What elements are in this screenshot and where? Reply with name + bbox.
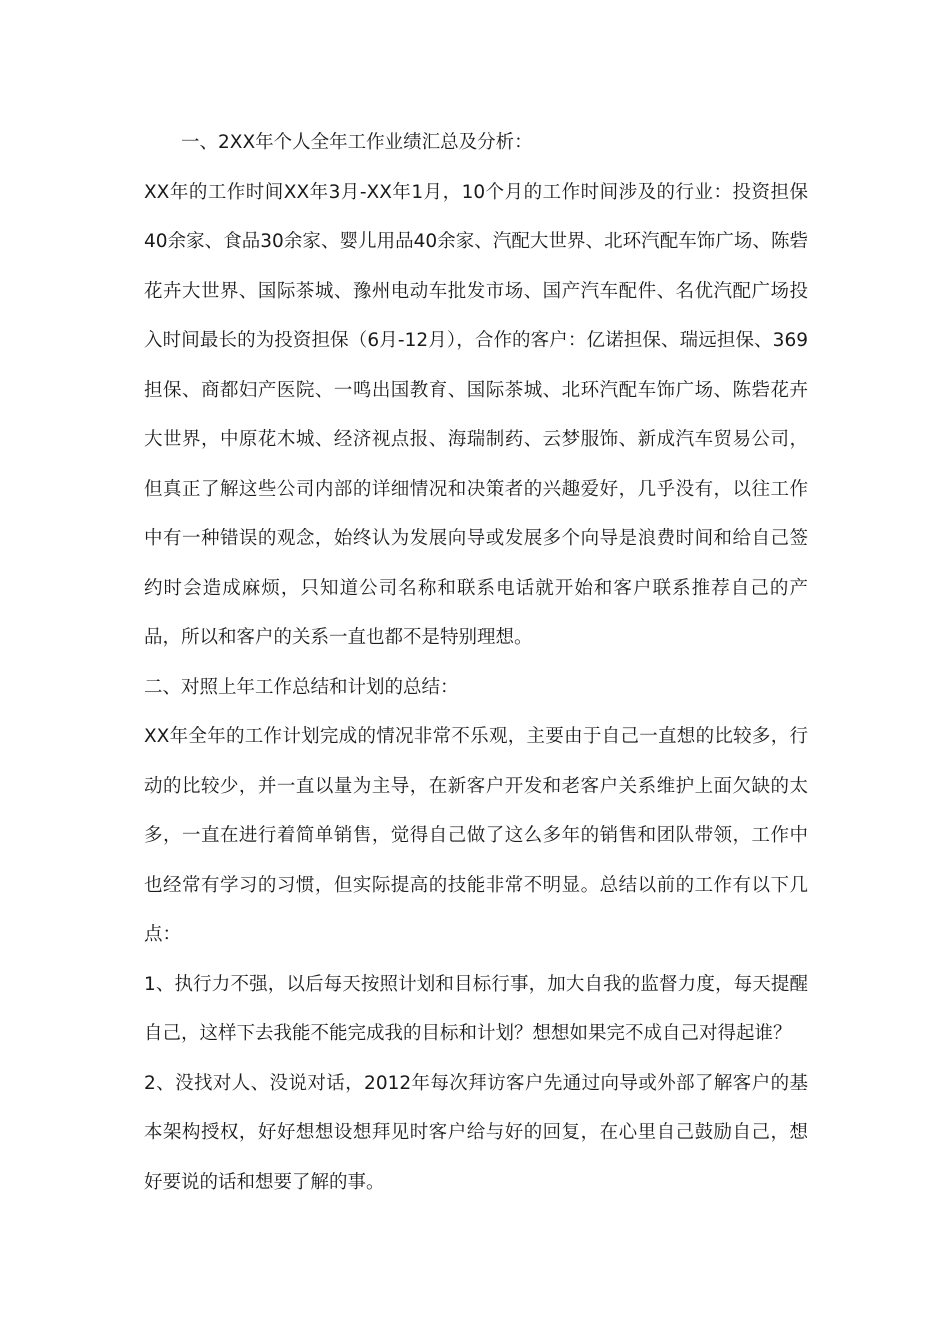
paragraph-work-summary: XX年的工作时间XX年3月-XX年1月，10个月的工作时间涉及的行业：投资担保40余家、食品30余家、婴儿用品40余家、汽配大世界、北环汽配车饰广场、陈砦花卉大世界、国际茶城、豫州电动车批发市场、国产汽车配件、名优汽配广场投入时间最长的为投资担保（6月-12月），合作的客户：亿诺担保、瑞远担保、369担保、商都妇产医院、一鸣出国教育、国际茶城、北环汽配车饰广场、陈砦花卉大世界，中原花木城、经济视点报、海瑞制药、云梦服饰、新成汽车贸易公司，但真正了解这些公司内部的详细情况和决策者的兴趣爱好，几乎没有，以往工作中有一种错误的观念，始终认为发展向导或发展多个向导是浪费时间和给自己签约时会造成麻烦，只知道公司名称和联系电话就开始和客户联系推荐自己的产品，所以和客户的关系一直也都不是特别理想。	[144, 181, 808, 648]
list-item-2: 2、没找对人、没说对话，2012年每次拜访客户先通过向导或外部了解客户的基本架构授权，好好想想设想拜见时客户给与好的回复，在心里自己鼓励自己，想好要说的话和想要了解的事。	[144, 1072, 808, 1193]
paragraph-plan-review: XX年全年的工作计划完成的情况非常不乐观，主要由于自己一直想的比较多，行动的比较少，并一直以量为主导，在新客户开发和老客户关系维护上面欠缺的太多，一直在进行着简单销售，觉得自己做了这么多年的销售和团队带领，工作中也经常有学习的习惯，但实际提高的技能非常不明显。总结以前的工作有以下几点：	[144, 726, 808, 945]
section-heading-1: 一、2XX年个人全年工作业绩汇总及分析：	[181, 132, 533, 153]
section-heading-2: 二、对照上年工作总结和计划的总结：	[144, 676, 459, 698]
document-body	[144, 118, 808, 1207]
list-item-1: 1、执行力不强，以后每天按照计划和目标行事，加大自我的监督力度，每天提醒自己，这样下去我能不能完成我的目标和计划？想想如果完不成自己对得起谁？	[144, 973, 808, 1044]
